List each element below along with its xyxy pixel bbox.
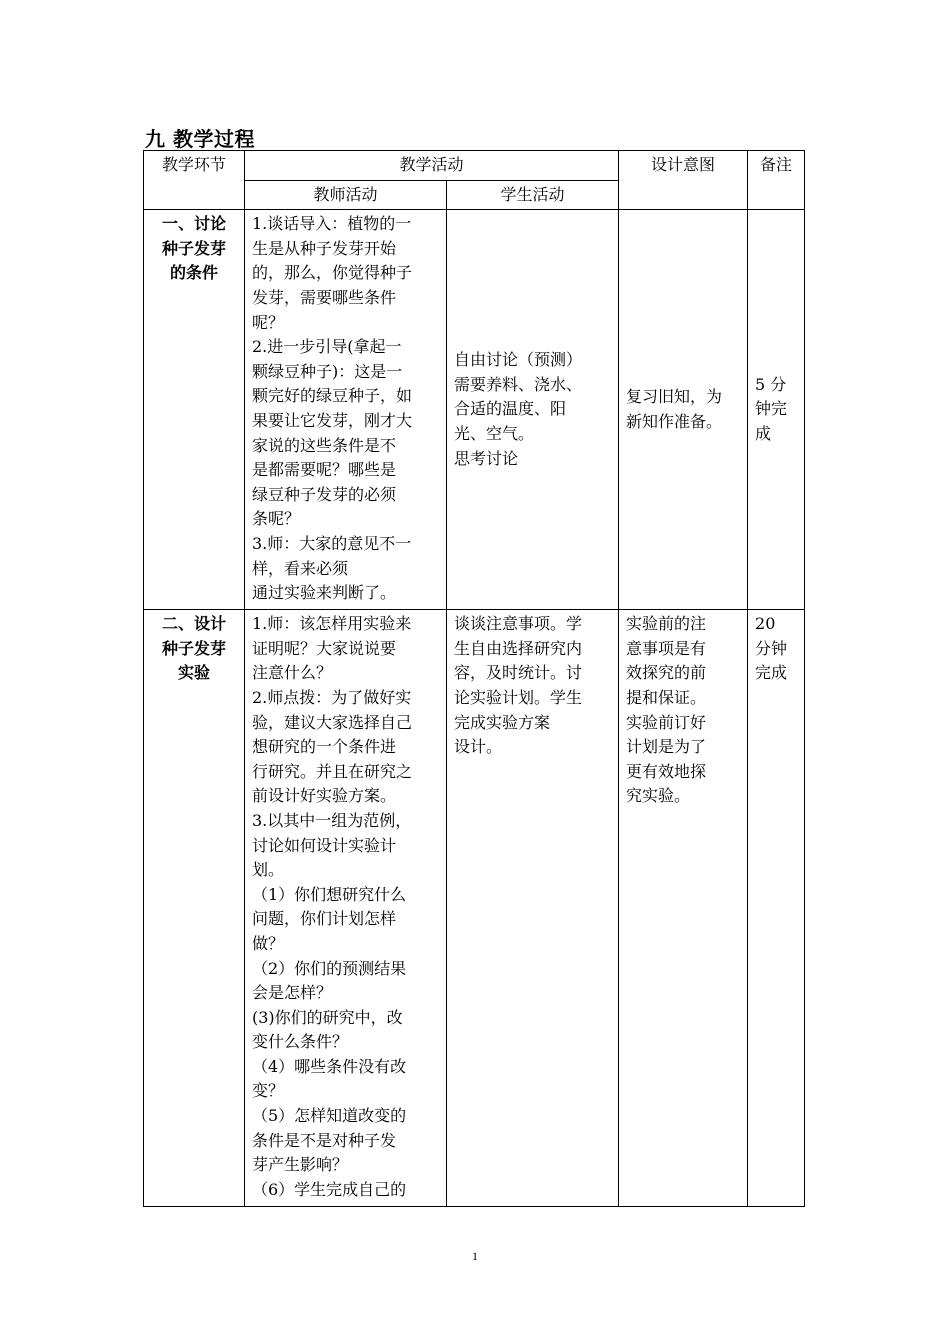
table-header-row <box>144 151 805 181</box>
teacher-line: 是都需要呢？哪些是 <box>252 460 397 480</box>
student-line: 合适的温度、阳 <box>454 399 567 419</box>
page-number: 1 <box>472 1249 478 1263</box>
student-line: 论实验计划。学生 <box>454 687 583 707</box>
teacher-line: 果要让它发芽，刚才大 <box>252 410 413 430</box>
teacher-line: 条呢？ <box>252 509 301 529</box>
student-line: 光、空气。 <box>454 423 535 443</box>
intent-line: 计划是为了 <box>626 737 707 757</box>
teacher-line: 做？ <box>252 933 285 953</box>
teacher-line: 验，建议大家选择自己 <box>252 712 413 732</box>
teacher-line: （4）哪些条件没有改 <box>252 1056 407 1076</box>
teacher-line: 绿豆种子发芽的必须 <box>252 484 397 504</box>
intent-line: 实验前的注 <box>626 614 707 634</box>
teacher-line: 行研究。并且在研究之 <box>252 761 413 781</box>
intent-line: 究实验。 <box>626 786 691 806</box>
stage-line: 的条件 <box>169 263 218 283</box>
design-intent-cell <box>619 610 748 1207</box>
teacher-line: （2）你们的预测结果 <box>252 958 407 978</box>
intent-line: 意事项是有 <box>626 638 707 658</box>
note-line: 完成 <box>755 663 788 683</box>
teacher-line: 注意什么？ <box>252 663 333 683</box>
teacher-line: 颗完好的绿豆种子，如 <box>252 386 413 406</box>
header-activity: 教学活动 <box>245 151 619 181</box>
note-line: 分钟 <box>755 638 788 658</box>
note-line: 20 <box>755 614 776 634</box>
student-line: 谈谈注意事项。学 <box>454 614 583 634</box>
teacher-line: 生是从种子发芽开始 <box>252 238 397 258</box>
student-activity-cell <box>447 210 619 610</box>
intent-line: 新知作准备。 <box>626 411 723 431</box>
student-line: 设计。 <box>454 737 503 757</box>
teacher-line: 芽产生影响？ <box>252 1155 349 1175</box>
teacher-line: 颗绿豆种子)：这是一 <box>252 361 403 381</box>
stage-line: 一、讨论 <box>161 214 226 234</box>
teacher-line: 呢？ <box>252 312 285 332</box>
teacher-line: 样，看来必须 <box>252 558 349 578</box>
note-line: 5 分 <box>755 374 787 394</box>
section-title: 九 教学过程 <box>145 127 255 151</box>
stage-cell <box>144 210 245 610</box>
teacher-line: 3.师：大家的意见不一 <box>252 533 412 553</box>
teacher-line: 划。 <box>252 860 285 880</box>
header-student: 学生活动 <box>447 180 619 210</box>
header-teacher: 教师活动 <box>245 180 447 210</box>
stage-cell <box>144 610 245 1207</box>
teacher-line: 通过实验来判断了。 <box>252 583 397 603</box>
teacher-line: 前设计好实验方案。 <box>252 786 397 806</box>
teacher-line: （5）怎样知道改变的 <box>252 1106 407 1126</box>
header-note: 备注 <box>748 151 805 210</box>
student-line: 容，及时统计。讨 <box>454 663 583 683</box>
teacher-line: (3)你们的研究中，改 <box>252 1007 403 1027</box>
teacher-line: 2.进一步引导(拿起一 <box>252 337 402 357</box>
student-line: 需要养料、浇水、 <box>454 374 583 394</box>
stage-line: 种子发芽 <box>161 638 226 658</box>
teacher-line: 变？ <box>252 1081 285 1101</box>
teacher-line: 的，那么，你觉得种子 <box>252 263 413 283</box>
teacher-line: 条件是不是对种子发 <box>252 1130 397 1150</box>
intent-line: 更有效地探 <box>626 761 707 781</box>
table-row <box>144 210 805 610</box>
intent-line: 实验前订好 <box>626 712 707 732</box>
header-stage: 教学环节 <box>144 151 245 210</box>
intent-line: 提和保证。 <box>626 687 707 707</box>
table-row <box>144 610 805 1207</box>
teacher-line: 3.以其中一组为范例， <box>252 810 412 830</box>
stage-line: 二、设计 <box>161 614 226 634</box>
teacher-line: 家说的这些条件是不 <box>252 435 397 455</box>
teaching-process-table <box>143 150 805 1207</box>
student-line: 自由讨论（预测） <box>454 350 583 370</box>
teacher-line: 证明呢？大家说说要 <box>252 638 397 658</box>
stage-line: 实验 <box>177 663 210 683</box>
stage-line: 种子发芽 <box>161 238 226 258</box>
teacher-line: 变什么条件？ <box>252 1032 349 1052</box>
note-cell <box>748 210 805 610</box>
teacher-line: 会是怎样？ <box>252 983 333 1003</box>
teacher-line: 2.师点拨：为了做好实 <box>252 687 412 707</box>
teacher-line: 1.谈话导入：植物的一 <box>252 214 412 234</box>
design-intent-cell <box>619 210 748 610</box>
teacher-line: （6）学生完成自己的 <box>252 1179 407 1199</box>
intent-line: 复习旧知，为 <box>626 387 723 407</box>
teacher-activity-cell <box>245 210 447 610</box>
teacher-line: 1.师：该怎样用实验来 <box>252 614 412 634</box>
teacher-line: 发芽，需要哪些条件 <box>252 287 397 307</box>
header-intent: 设计意图 <box>619 151 748 210</box>
student-line: 完成实验方案 <box>454 712 551 732</box>
student-activity-cell <box>447 610 619 1207</box>
student-line: 生自由选择研究内 <box>454 638 583 658</box>
teacher-line: 讨论如何设计实验计 <box>252 835 397 855</box>
teacher-line: 问题，你们计划怎样 <box>252 909 397 929</box>
note-line: 成 <box>755 423 772 443</box>
teacher-activity-cell <box>245 610 447 1207</box>
teacher-line: 想研究的一个条件进 <box>252 737 397 757</box>
note-cell <box>748 610 805 1207</box>
note-line: 钟完 <box>755 399 788 419</box>
intent-line: 效探究的前 <box>626 663 707 683</box>
student-line: 思考讨论 <box>454 448 519 468</box>
teacher-line: （1）你们想研究什么 <box>252 884 407 904</box>
